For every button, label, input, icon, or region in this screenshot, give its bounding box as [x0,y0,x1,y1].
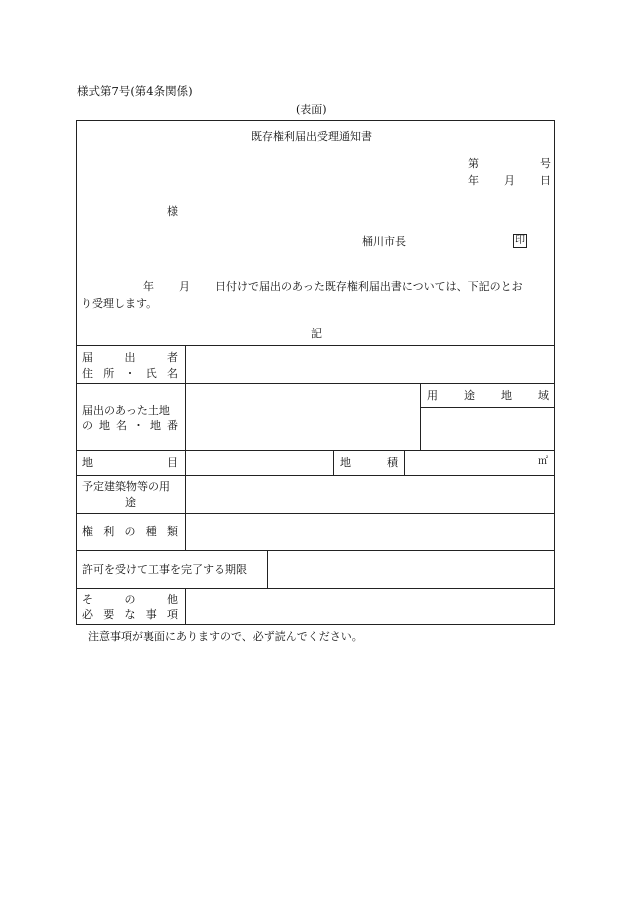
area-unit: ㎡ [538,456,548,467]
char: 権 [82,525,93,538]
area-field[interactable] [405,451,555,475]
char: の [124,593,136,606]
area-label [340,457,398,468]
chimoku-field[interactable] [186,451,333,475]
notice-title: 既存権利届出受理通知書 [251,130,372,143]
other-label-line-2 [82,609,178,620]
char: 用 [427,389,438,402]
use-zone-label [427,390,549,401]
date-day: 日 [540,174,551,187]
planned-use-label-line-1: 予定建築物等の用 [82,480,170,493]
land-label-line-1: 届出のあった土地 [82,404,170,417]
other-label-line-1 [82,594,178,605]
char: 事 [145,608,157,621]
char: 途 [464,389,475,402]
reference-number-dai: 第 [468,157,479,170]
char: 出 [124,351,136,364]
form-number: 様式第7号(第4条関係) [77,84,193,98]
char: 項 [167,608,178,621]
rights-type-label [82,526,178,537]
char: の [82,419,93,432]
char: 番 [167,419,178,432]
char: 利 [103,525,115,538]
addressee-suffix: 様 [167,205,178,218]
body-month: 月 [179,280,190,293]
char: 地 [340,456,351,469]
applicant-label-line-1 [82,352,178,363]
reference-number-go: 号 [540,157,551,170]
char: そ [82,593,93,606]
body-line-2: り受理します。 [81,297,158,310]
char: 地 [501,389,512,402]
land-location-field[interactable] [186,384,420,450]
char: 目 [167,456,178,469]
char: 地 [99,419,110,432]
char: 氏 [145,367,157,380]
char: 種 [145,525,157,538]
date-year: 年 [468,174,479,187]
footer-note: 注意事項が裏面にありますので、必ず読んでください。 [88,630,363,643]
seal-mark: 印 [515,235,525,246]
planned-use-field[interactable] [186,476,555,513]
char: 必 [82,608,93,621]
use-zone-field[interactable] [421,408,555,450]
ki-label: 記 [311,327,322,340]
land-label-line-2 [82,420,178,431]
applicant-field[interactable] [186,346,555,383]
body-year: 年 [143,280,154,293]
chimoku-label [82,457,178,468]
char: 地 [82,456,93,469]
permit-deadline-field[interactable] [268,551,555,588]
permit-deadline-label: 許可を受けて工事を完了する期限 [82,563,247,576]
char: な [124,608,136,621]
char: 名 [167,367,178,380]
char: 類 [167,525,178,538]
planned-use-label-line-2: 途 [125,496,136,509]
char: ・ [124,367,136,380]
body-line-1: 日付けで届出のあった既存権利届出書については、下記のとお [215,280,523,293]
char: 積 [387,456,398,469]
date-month: 月 [504,174,515,187]
char: 者 [167,351,178,364]
issuer-name: 桶川市長 [362,235,406,248]
char: 届 [82,351,93,364]
char: ・ [133,419,144,432]
char: 要 [103,608,115,621]
char: 他 [167,593,178,606]
char: 住 [82,367,93,380]
char: 所 [103,367,115,380]
char: の [124,525,136,538]
side-label: (表面) [296,103,327,116]
char: 域 [538,389,549,402]
char: 地 [150,419,161,432]
other-field[interactable] [186,589,555,625]
char: 名 [116,419,127,432]
column-divider [333,450,334,475]
applicant-label-line-2 [82,368,178,379]
rights-type-field[interactable] [186,514,555,550]
